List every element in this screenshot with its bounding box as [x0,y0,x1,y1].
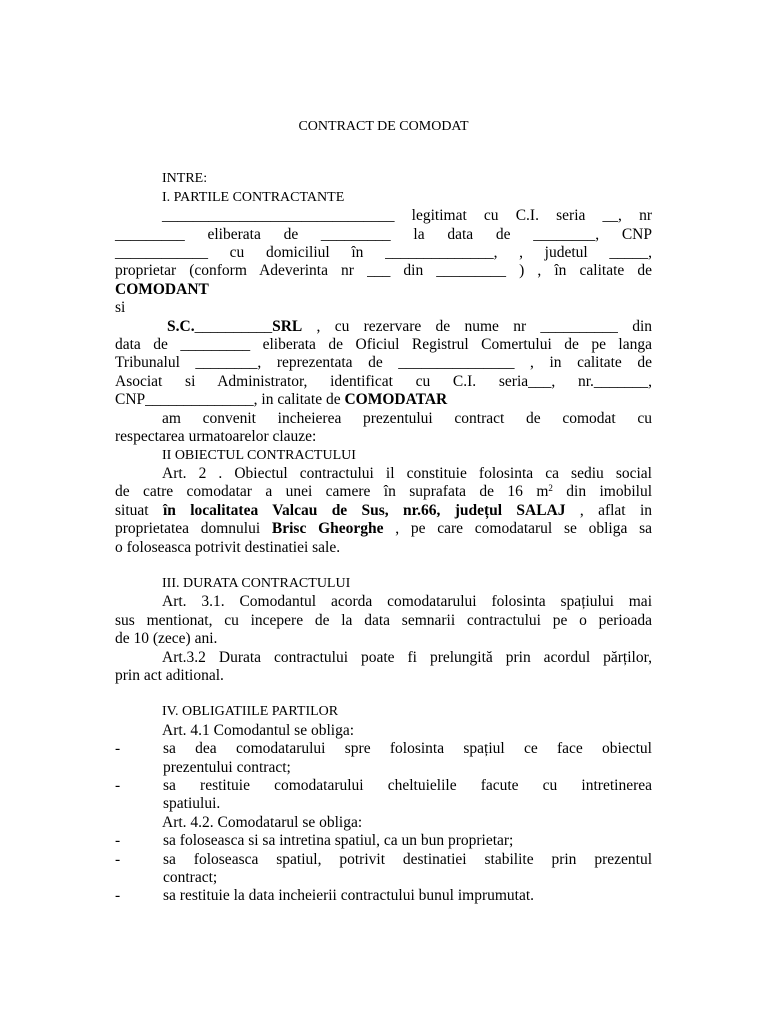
text-line [115,520,652,538]
party-comodatar-block [115,318,652,447]
text-line: sus mentionat, cu incepere de la data semnarii contractului pe o perioada [115,611,652,629]
text-line: prezentului contract; [163,758,291,776]
intre-label: INTRE: [162,171,208,187]
text-line: ______________________________ legitimat cu C.I. seria __, nr [162,207,652,225]
text-span: proprietatea domnului [115,520,272,538]
text-span: , cu rezervare de nume nr __________ din [302,317,652,335]
text-span: CNP______________, in calitate de [115,391,345,409]
comodant-label: COMODANT [115,280,209,298]
text-line: Tribunalul ________, reprezentata de _______________ , in calitate de [115,354,652,372]
list-item [115,887,652,905]
text-line: o foloseasca potrivit destinatiei sale. [115,538,341,556]
text-line: sa restituie comodatarului cheltuielile facute cu intretinerea [163,777,652,794]
article-3 [115,593,652,685]
text-line: proprietar (conform Adeverinta nr ___ din _________ ) , în calitate de [115,262,652,280]
text-span: , aflat in [565,501,653,519]
text-line: am convenit incheierea prezentului contract de comodat cu [162,409,652,427]
text-line [115,502,652,520]
text-span: , pe care comodatarul se obliga sa [383,520,652,538]
location-text: în localitatea Valcau de Sus, nr.66, județul SALAJ [162,501,566,519]
text-line: contract; [163,869,218,887]
section-heading-obligations: IV. OBLIGATIILE PARTILOR [162,704,339,720]
bullet-dash: - [115,777,121,794]
spacer [115,557,652,575]
sc-prefix: S.C. [167,317,195,335]
text-span: din imobilul [552,483,653,501]
text-span: situat [115,501,163,519]
text-span: de catre comodatar a unei camere în suprafata de 16 m [115,483,549,501]
section-heading-parties: I. PARTILE CONTRACTANTE [162,189,345,205]
text-line: Art. 3.1. Comodantul acorda comodatarului folosinta spațiului mai [162,593,652,611]
list-item [115,777,652,814]
text-line: prin act aditional. [115,666,224,684]
text-line: Art. 4.2. Comodatarul se obliga: [162,813,363,831]
bullet-dash: - [115,740,121,758]
text-line [115,391,652,409]
text-line: sa foloseasca si sa intretina spatiul, ca un bun proprietar; [163,832,514,850]
sc-blank: __________ [194,317,273,335]
text-line: Art. 2 . Obiectul contractului il constituie folosinta ca sediu social [162,464,652,482]
text-line: Art.3.2 Durata contractului poate fi prelungită prin acordul părților, [162,648,652,666]
text-line: _________ eliberata de _________ la data de ________, CNP [115,225,652,243]
article-4 [115,722,652,906]
owner-name: Brisc Gheorghe [271,520,384,538]
text-line: respectarea urmatoarelor clauze: [115,428,317,446]
text-line: spatiului. [163,795,221,813]
superscript: 2 [548,483,553,494]
section-heading-duration: III. DURATA CONTRACTULUI [162,575,351,591]
list-item [115,740,652,777]
text-line: sa restituie la data incheierii contractului bunul imprumutat. [163,887,535,905]
text-line: data de _________ eliberata de Oficiul Registrul Comertului de pe langa [115,336,652,354]
document-title: CONTRACT DE COMODAT [298,119,469,134]
text-line [115,483,652,501]
text-line: sa foloseasca spatiul, potrivit destinatiei stabilite prin prezentul [163,850,652,868]
text-line: Asociat si Administrator, identificat cu C.I. seria___, nr._______, [115,372,652,390]
contract-page [115,118,652,906]
text-line: sa dea comodatarului spre folosinta spațiul ce face obiectul [163,740,652,758]
text-line: Art. 4.1 Comodantul se obliga: [162,721,355,739]
bullet-dash: - [115,832,121,850]
bullet-dash: - [115,887,121,905]
party-comodant-block [115,207,652,299]
spacer [115,685,652,703]
text-line [115,318,652,336]
bullet-dash: - [115,850,121,868]
section-heading-object: II OBIECTUL CONTRACTULUI [162,447,356,463]
article-2 [115,465,652,557]
comodatar-label: COMODATAR [344,391,448,409]
list-item [115,832,652,850]
si-label: si [115,299,126,317]
srl-suffix: SRL [272,317,303,335]
list-item [115,851,652,888]
text-line: ____________ cu domiciliul în ______________, , judetul _____, [115,244,652,262]
text-line: de 10 (zece) ani. [115,630,218,648]
